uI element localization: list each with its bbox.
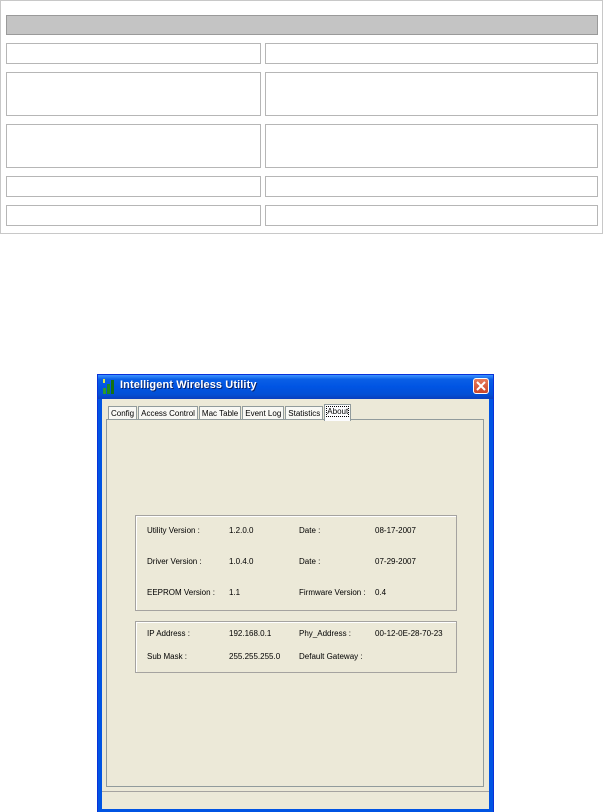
table-cell (6, 205, 261, 226)
table-header-row (6, 15, 598, 35)
driver-date-label: Date : (299, 557, 321, 566)
driver-date-value: 07-29-2007 (375, 557, 416, 566)
title-bar[interactable] (98, 375, 493, 399)
version-group (135, 515, 457, 611)
firmware-version-label: Firmware Version : (299, 588, 366, 597)
table-cell (265, 72, 598, 116)
network-group (135, 621, 457, 673)
ip-address-value: 192.168.0.1 (229, 629, 272, 638)
window-border (98, 399, 102, 811)
sub-mask-value: 255.255.255.0 (229, 652, 281, 661)
table-cell (6, 72, 261, 116)
utility-window (97, 374, 494, 812)
utility-date-label: Date : (299, 526, 321, 535)
utility-date-value: 08-17-2007 (375, 526, 416, 535)
ip-address-label: IP Address : (147, 629, 190, 638)
close-icon (476, 381, 486, 391)
eeprom-version-value: 1.1 (229, 588, 241, 597)
tab-strip (108, 404, 352, 420)
tab-about[interactable] (324, 404, 351, 421)
status-bar (102, 791, 489, 810)
table-cell (265, 124, 598, 168)
utility-version-value: 1.2.0.0 (229, 526, 254, 535)
tab-label: Config (111, 409, 135, 418)
table-cell (6, 124, 261, 168)
tab-label: Statistics (288, 409, 321, 418)
tab-label: Event Log (245, 409, 282, 418)
table-cell (265, 176, 598, 197)
driver-version-label: Driver Version : (147, 557, 202, 566)
signal-bars-icon (103, 379, 116, 394)
utility-version-label: Utility Version : (147, 526, 200, 535)
close-button[interactable] (473, 378, 489, 394)
phy-address-value: 00-12-0E-28-70-23 (375, 629, 443, 638)
about-panel (106, 419, 484, 787)
tab-label: Mac Table (201, 409, 239, 418)
table-cell (6, 176, 261, 197)
window-border (489, 399, 493, 811)
tab-label: About (327, 407, 349, 416)
phy-address-label: Phy_Address : (299, 629, 352, 638)
table-cell (265, 205, 598, 226)
firmware-version-value: 0.4 (375, 588, 387, 597)
sub-mask-label: Sub Mask : (147, 652, 188, 661)
document-table (0, 0, 603, 234)
window-title: Intelligent Wireless Utility (120, 379, 257, 391)
eeprom-version-label: EEPROM Version : (147, 588, 216, 597)
table-cell (265, 43, 598, 64)
tab-label: Access Control (141, 409, 195, 418)
driver-version-value: 1.0.4.0 (229, 557, 254, 566)
table-cell (6, 43, 261, 64)
default-gateway-label: Default Gateway : (299, 652, 363, 661)
